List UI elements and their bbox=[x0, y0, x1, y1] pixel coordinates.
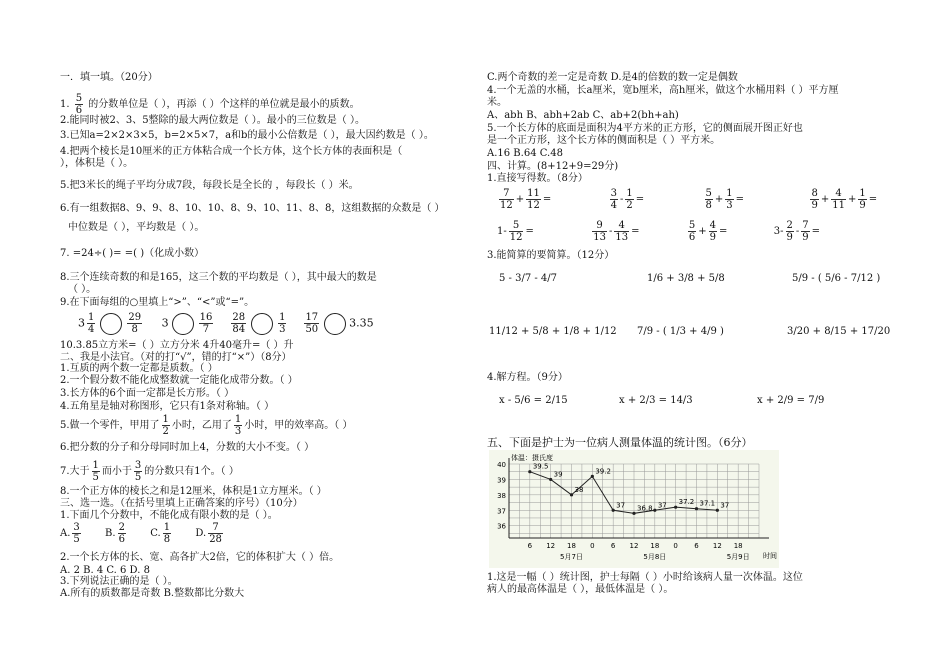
q9: 9.在下面每组的○里填上“>”、“<”或“=”。 bbox=[60, 297, 255, 308]
j2: 2.一个假分数不能化成整数就一定能化成带分数。（ ） bbox=[60, 375, 298, 386]
section-5-title: 五、下面是护士为一位病人测量体温的统计图。（6分） bbox=[487, 436, 753, 449]
simplify-3: 5/9 - ( 5/6 - 7/12 ) bbox=[792, 273, 881, 284]
data-label: 37 bbox=[616, 501, 626, 510]
compare-circle[interactable] bbox=[324, 313, 346, 335]
equation-1: x - 5/6 = 2/15 bbox=[499, 395, 568, 406]
y-tick-label: 39 bbox=[497, 476, 506, 485]
equation-2: x + 2/3 = 14/3 bbox=[619, 395, 693, 406]
chart-svg bbox=[489, 450, 779, 568]
section-2-title: 二、我是小法官。（对的打“√”，错的打“×”）（8分） bbox=[60, 352, 292, 363]
simplify-6: 3/20 + 8/15 + 17/20 bbox=[787, 326, 891, 337]
c4-options: A、abh B、abh+2ab C、ab+2(bh+ah) bbox=[487, 110, 679, 121]
j3: 3.长方体的6个面一定都是长方形。（ ） bbox=[60, 388, 235, 399]
x-tick-label: 18 bbox=[567, 542, 576, 550]
q2: 2.能同时被2、3、5整除的最大两位数是（ ）。最小的三位数是（ ）。 bbox=[60, 115, 365, 126]
section-3-title: 三、选一选。（在括号里填上正确答案的序号）（10分） bbox=[60, 498, 303, 509]
data-point bbox=[549, 478, 552, 481]
data-point bbox=[653, 509, 656, 512]
x-tick-label: 6 bbox=[610, 542, 616, 550]
data-point bbox=[591, 475, 594, 478]
data-label: 37.1 bbox=[699, 499, 716, 508]
data-point bbox=[716, 509, 719, 512]
simplify-4: 11/12 + 5/8 + 1/8 + 1/12 bbox=[489, 326, 617, 337]
left-column bbox=[60, 0, 465, 672]
y-tick-label: 37 bbox=[497, 507, 506, 516]
x-group-label: 5月8日 bbox=[643, 553, 667, 561]
c2-options: A. 2 B. 4 C. 6 D. 8 bbox=[60, 565, 150, 576]
direct-row-2: 1- $\frac{5}{12}$ = $\frac{9}{13}$ - $\frac{4}{13}$ = $\frac{5}{6}$ + $\frac{4}{9}$ = 3- $\frac{2}{9}$ - $\frac{7}{9}$ = bbox=[497, 220, 821, 243]
data-label: 39.2 bbox=[595, 467, 611, 476]
x-tick-label: 12 bbox=[629, 542, 639, 550]
q1: 1. $\frac{5}{6}$ 的分数单位是（ ），再添（ ）个这样的单位就是最小的质数。 bbox=[60, 93, 360, 116]
c5a: 5.一个长方体的底面是面积为4平方米的正方形，它的侧面展开图正好也 bbox=[487, 123, 803, 134]
c3-options: A.所有的质数都是奇数 B.整数都比分数大 bbox=[60, 588, 245, 599]
j8: 8.一个正方体的棱长之和是12厘米，体积是1立方厘米。（ ） bbox=[60, 486, 327, 497]
q6b: 中位数是（ ），平均数是（ ）。 bbox=[68, 222, 205, 233]
equation-title: 4.解方程。（9分） bbox=[487, 372, 568, 383]
j5: 5.做一个零件，甲用了 $\frac{1}{2}$ 小时，乙用了 $\frac{1}{3}$ 小时，甲的效率高。（ ） bbox=[60, 414, 353, 437]
data-label: 36.8 bbox=[637, 504, 653, 513]
data-point bbox=[695, 507, 698, 510]
c5b: 是一个正方形，这个长方体的侧面积是（ ）平方米。 bbox=[487, 135, 721, 146]
simplify-5: 7/9 - ( 1/3 + 4/9 ) bbox=[637, 326, 724, 337]
q5: 5.把3米长的绳子平均分成7段，每段长是全长的 ，每段长（ ）米。 bbox=[60, 180, 359, 191]
data-label: 37 bbox=[657, 501, 667, 510]
data-label: 39 bbox=[553, 470, 563, 479]
data-label: 37.2 bbox=[678, 498, 695, 507]
x-tick-label: 18 bbox=[650, 542, 660, 550]
y-tick-label: 36 bbox=[497, 522, 506, 531]
q4a: 4.把两个棱长是10厘米的正方体粘合成一个长方体，这个长方体的表面积是（ bbox=[60, 146, 403, 157]
x-tick-label: 0 bbox=[673, 542, 678, 550]
data-label: 38 bbox=[574, 485, 584, 494]
simplify-title: 3.能简算的要简算。（12分） bbox=[487, 250, 615, 261]
direct-title: 1.直接写得数。（8分） bbox=[487, 173, 588, 184]
g1b: 病人的最高体温是（ ），最低体温是（ ）。 bbox=[487, 584, 674, 595]
data-label: 39.5 bbox=[532, 462, 549, 471]
section-4-title: 四、计算。(8+12+9=29分) bbox=[487, 161, 619, 172]
q6a: 6.有一组数据8、9、9、8、10、10、8、9、10、11、8、8，这组数据的众数是（ ） bbox=[60, 203, 445, 214]
data-point bbox=[632, 512, 635, 515]
simplify-1: 5 - 3/7 - 4/7 bbox=[499, 273, 558, 284]
j7: 7.大于 $\frac{1}{5}$ 而小于 $\frac{3}{5}$ 的分数只有1个。（ ） bbox=[60, 460, 239, 483]
y-tick-label: 38 bbox=[497, 491, 506, 500]
equation-3: x + 2/9 = 7/9 bbox=[757, 395, 825, 406]
c3: 3.下列说法正确的是（ ）。 bbox=[60, 576, 178, 587]
q7: 7. =24÷( )= =( )（化成小数） bbox=[60, 248, 205, 259]
x-group-label: 5月9日 bbox=[726, 553, 750, 561]
compare-circle[interactable] bbox=[100, 313, 122, 335]
data-label: 37 bbox=[720, 501, 730, 510]
x-group-label: 5月7日 bbox=[560, 553, 583, 561]
c4b: 米。 bbox=[487, 97, 507, 108]
y-tick-label: 40 bbox=[497, 461, 506, 469]
j6: 6.把分数的分子和分母同时加上4，分数的大小不变。（ ） bbox=[60, 442, 315, 453]
chart-title: 体温：摄氏度 bbox=[511, 454, 553, 462]
g1a: 1.这是一幅（ ）统计图，护士每隔（ ）小时给该病人量一次体温。这位 bbox=[487, 572, 803, 583]
right-column bbox=[487, 0, 907, 672]
c2: 2.一个长方体的长、宽、高各扩大2倍，它的体积扩大（ ）倍。 bbox=[60, 552, 340, 563]
c3-options-2: C.两个奇数的差一定是奇数 D.是4的倍数的数一定是偶数 bbox=[487, 72, 738, 83]
j4: 4.五角星是轴对称图形，它只有1条对称轴。（ ） bbox=[60, 401, 275, 412]
x-tick-label: 0 bbox=[590, 542, 595, 550]
q9-items: 3 $\frac{1}{4}$ $\frac{29}{8}$ 3 $\frac{16}{7}$ $\frac{28}{84}$ $\frac{1}{3}$ $\frac{17}{50}$ 3.35 bbox=[78, 312, 374, 335]
direct-row-1: $\frac{7}{12}$ + $\frac{11}{12}$ = $\frac{3}{4}$ - $\frac{1}{2}$ = $\frac{5}{8}$ + $\frac{1}{3}$ = $\frac{8}{9}$ + $\frac{4}{11}$ + $\frac{1}{9}$ = bbox=[500, 188, 878, 211]
temperature-chart bbox=[489, 450, 779, 568]
compare-circle[interactable] bbox=[172, 313, 194, 335]
compare-circle[interactable] bbox=[251, 313, 273, 335]
q10: 10.3.85立方米=（ ）立方分米 4升40毫升=（ ）升 bbox=[60, 340, 294, 351]
c1-options: A. $\frac{3}{5}$ B. $\frac{2}{6}$ C. $\frac{1}{8}$ D. $\frac{7}{28}$ bbox=[60, 522, 222, 545]
x-tick-label: 18 bbox=[733, 542, 743, 550]
x-tick-label: 12 bbox=[712, 542, 722, 550]
x-tick-label: 6 bbox=[527, 542, 533, 550]
fraction: $\frac{5}{6}$ bbox=[75, 93, 83, 116]
q8b: （ ）。 bbox=[68, 284, 97, 295]
section-1-title: 一．填一填。（20分） bbox=[60, 72, 158, 83]
data-point bbox=[570, 493, 573, 496]
q4b: ），体积是（ ）。 bbox=[60, 158, 134, 169]
x-tick-label: 6 bbox=[694, 542, 699, 550]
x-axis-title: 时间 bbox=[763, 552, 777, 560]
x-tick-label: 12 bbox=[546, 542, 556, 550]
simplify-2: 1/6 + 3/8 + 5/8 bbox=[647, 273, 725, 284]
data-point bbox=[528, 470, 531, 473]
j1: 1.互质的两个数一定都是质数。（ ） bbox=[60, 363, 218, 374]
c5-options: A.16 B.64 C.48 bbox=[487, 148, 563, 159]
q8a: 8.三个连续奇数的和是165，这三个数的平均数是（ ），其中最大的数是 bbox=[60, 272, 377, 283]
data-point bbox=[674, 506, 677, 509]
data-point bbox=[612, 509, 615, 512]
q3: 3.已知a=2×2×3×5，b=2×5×7，a和b的最小公倍数是（ ），最大因约数是（ ）。 bbox=[60, 130, 434, 141]
c1: 1.下面几个分数中，不能化成有限小数的是（ ）。 bbox=[60, 510, 278, 521]
c4a: 4.一个无盖的水桶，长a厘米，宽b厘米，高h厘米，做这个水桶用料（ ）平方厘 bbox=[487, 85, 839, 96]
